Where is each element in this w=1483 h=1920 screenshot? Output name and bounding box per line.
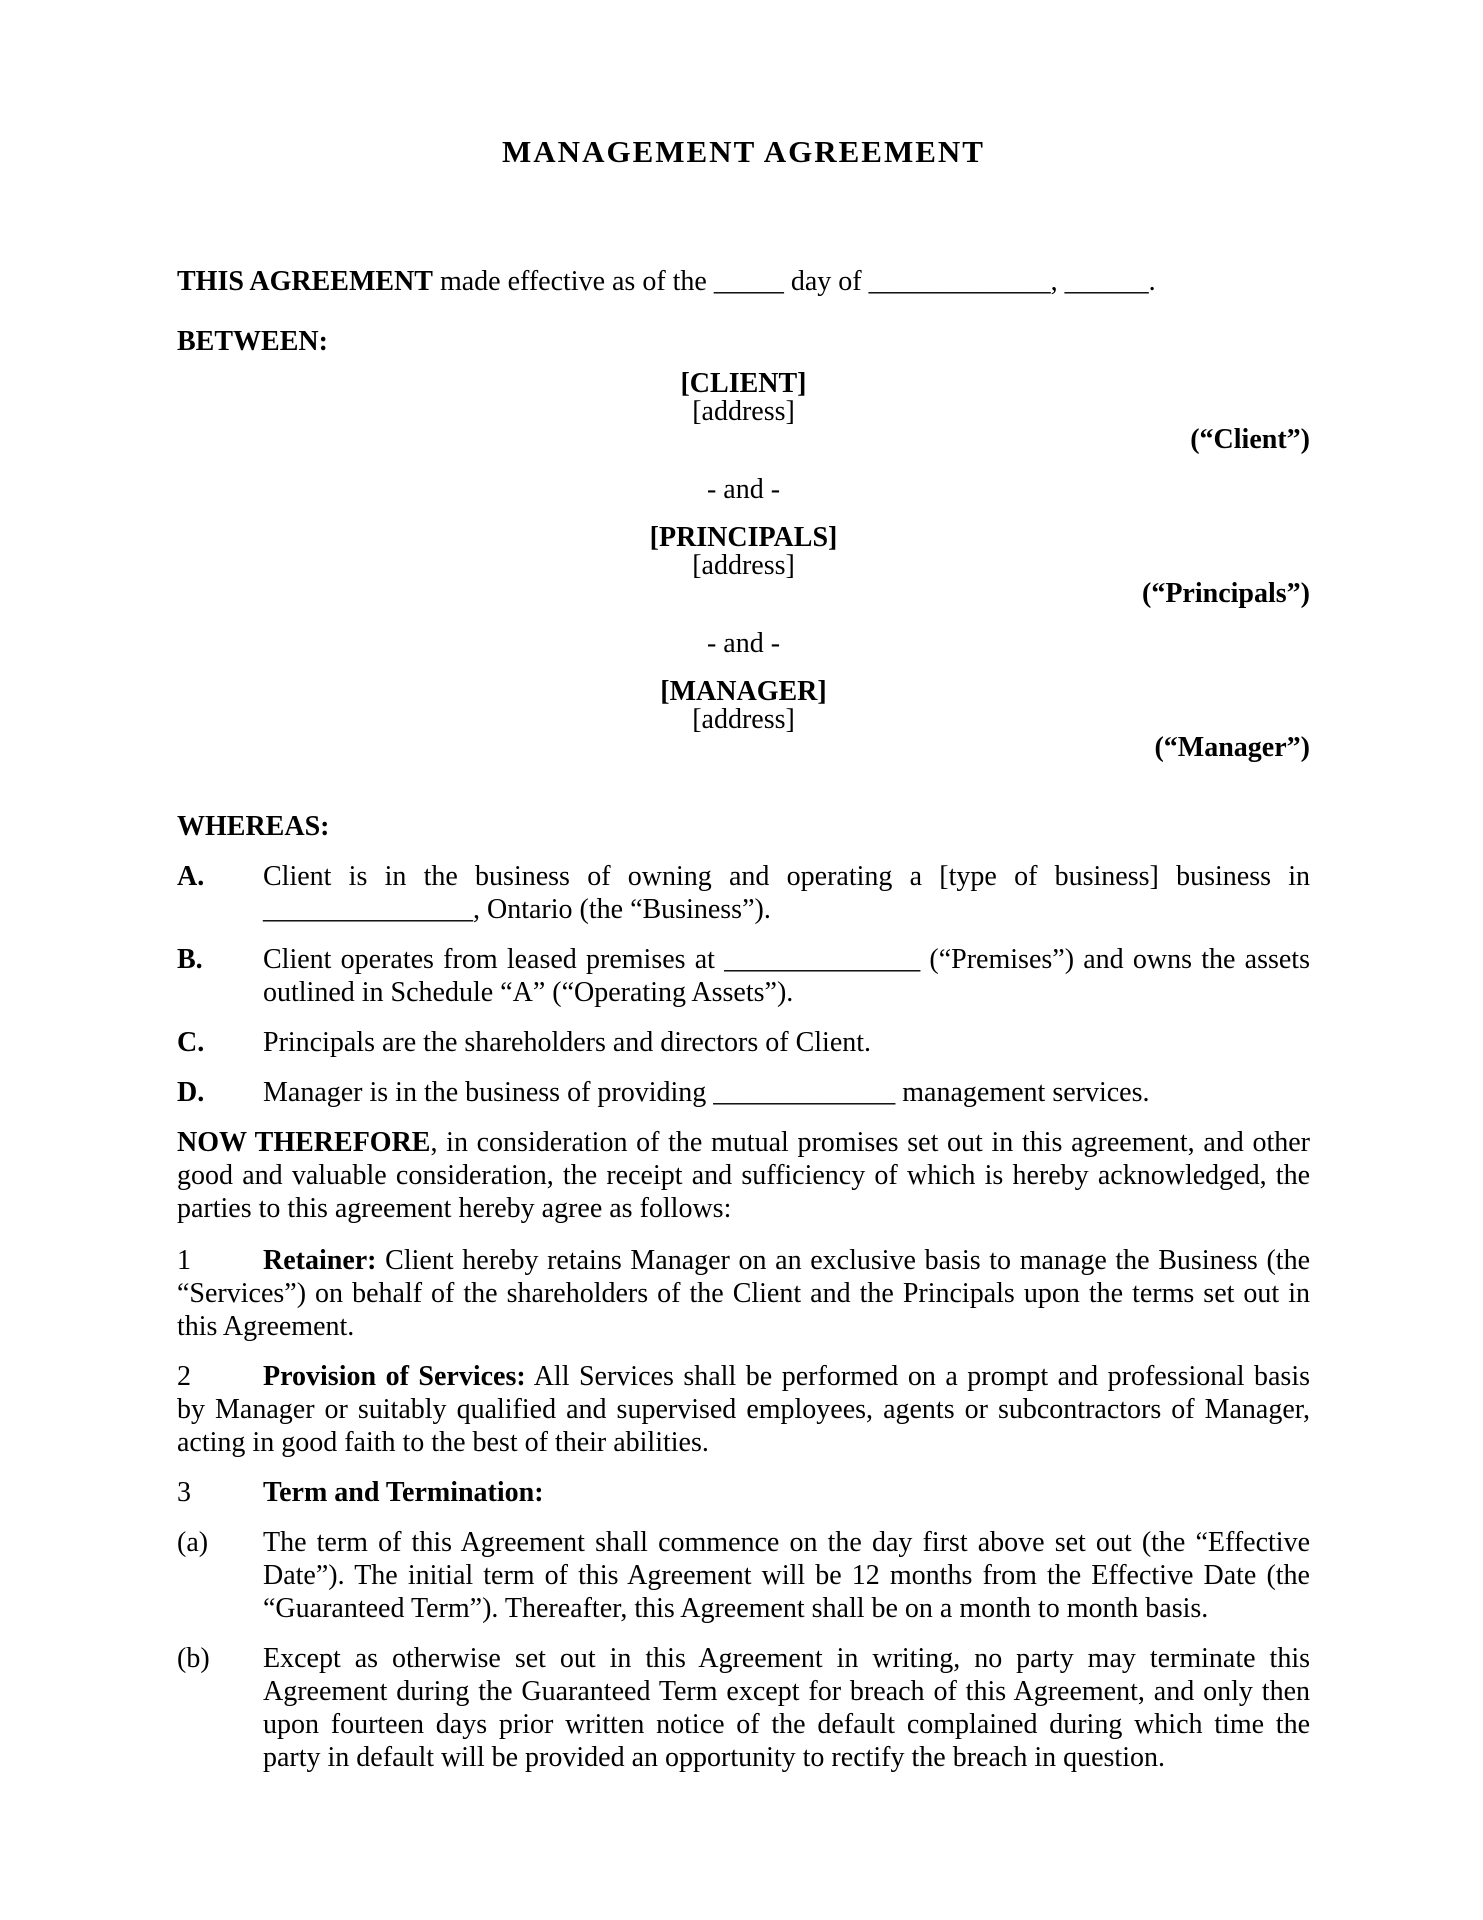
party-name-principals: [PRINCIPALS] xyxy=(649,522,838,553)
now-therefore-rest: , in consideration of the mutual promises set out in this agreement, and other good and valuable consideration, the receipt and sufficiency of which is hereby acknowledged, the parties to this agreement hereby agree as follows: xyxy=(177,1127,1310,1224)
and-separator: - and - xyxy=(706,474,781,505)
section-number: 2 xyxy=(177,1361,191,1392)
defined-term-manager: (“Manager”) xyxy=(1154,732,1310,763)
party-name-client: [CLIENT] xyxy=(680,368,807,399)
party-block-client xyxy=(177,370,1310,454)
section-heading: Provision of Services: xyxy=(263,1361,526,1392)
section-body: Client hereby retains Manager on an exclusive basis to manage the Business (the “Services”) on behalf of the shareholders of the Client and the Principals upon the terms set out in this Agreement. xyxy=(177,1245,1311,1342)
party-block-principals xyxy=(177,524,1310,608)
section-number: 1 xyxy=(177,1245,191,1276)
recital-row-b xyxy=(177,943,1310,1009)
section-heading: Term and Termination: xyxy=(263,1477,544,1508)
and-separator: - and - xyxy=(706,628,781,659)
clause-label: (b) xyxy=(177,1643,210,1674)
party-address-manager: [address] xyxy=(692,704,795,735)
party-address-client: [address] xyxy=(692,396,795,427)
defined-term-principals: (“Principals”) xyxy=(1142,578,1310,609)
party-name-manager: [MANAGER] xyxy=(660,676,827,707)
between-label: BETWEEN: xyxy=(177,326,328,357)
party-block-manager xyxy=(177,678,1310,762)
recital-text: Client is in the business of owning and operating a [type of business] business in _______________, Ontario (the “Business”). xyxy=(263,861,1310,925)
section-body: All Services shall be performed on a prompt and professional basis by Manager or suitably qualified and supervised employees, agents or subcontractors of Manager, acting in good faith to the best of their abilities. xyxy=(177,1361,1310,1458)
recital-text: Manager is in the business of providing _____________ management services. xyxy=(263,1077,1150,1108)
section-number: 3 xyxy=(177,1477,191,1508)
recital-row-a xyxy=(177,860,1310,926)
recital-label: C. xyxy=(177,1027,205,1058)
recital-row-c xyxy=(177,1026,1310,1059)
opening-rest: made effective as of the _____ day of _____________, ______. xyxy=(432,266,1156,297)
recital-text: Principals are the shareholders and directors of Client. xyxy=(263,1027,872,1058)
clause-row-a xyxy=(177,1526,1310,1625)
page-title: MANAGEMENT AGREEMENT xyxy=(502,134,985,169)
section-retainer xyxy=(177,1244,1310,1343)
clause-row-b xyxy=(177,1642,1310,1774)
section-heading: Retainer: xyxy=(263,1245,377,1276)
recital-label: D. xyxy=(177,1077,205,1108)
recital-row-d xyxy=(177,1076,1310,1109)
defined-term-client: (“Client”) xyxy=(1190,424,1310,455)
opening-lead: THIS AGREEMENT xyxy=(177,266,433,297)
clause-text: The term of this Agreement shall commence on the day first above set out (the “Effective Date”). The initial term of this Agreement will be 12 months from the Effective Date (the “Guaranteed Term”). Thereafter, this Agreement shall be on a month to month basis. xyxy=(263,1527,1310,1624)
now-therefore-paragraph xyxy=(177,1126,1310,1225)
section-provision-of-services xyxy=(177,1360,1310,1459)
now-therefore-lead: NOW THEREFORE xyxy=(177,1127,431,1158)
section-term-and-termination xyxy=(177,1476,1310,1509)
recital-label: A. xyxy=(177,861,205,892)
recital-label: B. xyxy=(177,944,203,975)
opening-paragraph xyxy=(177,265,1310,298)
clause-text: Except as otherwise set out in this Agreement in writing, no party may terminate this Agreement during the Guaranteed Term except for breach of this Agreement, and only then upon fourteen days prior written notice of the default complained during which time the party in default will be provided an opportunity to rectify the breach in question. xyxy=(263,1643,1310,1773)
party-address-principals: [address] xyxy=(692,550,795,581)
whereas-heading: WHEREAS: xyxy=(177,811,330,842)
clause-label: (a) xyxy=(177,1527,209,1558)
recital-text: Client operates from leased premises at ______________ (“Premises”) and owns the assets outlined in Schedule “A” (“Operating Assets”). xyxy=(263,944,1310,1008)
